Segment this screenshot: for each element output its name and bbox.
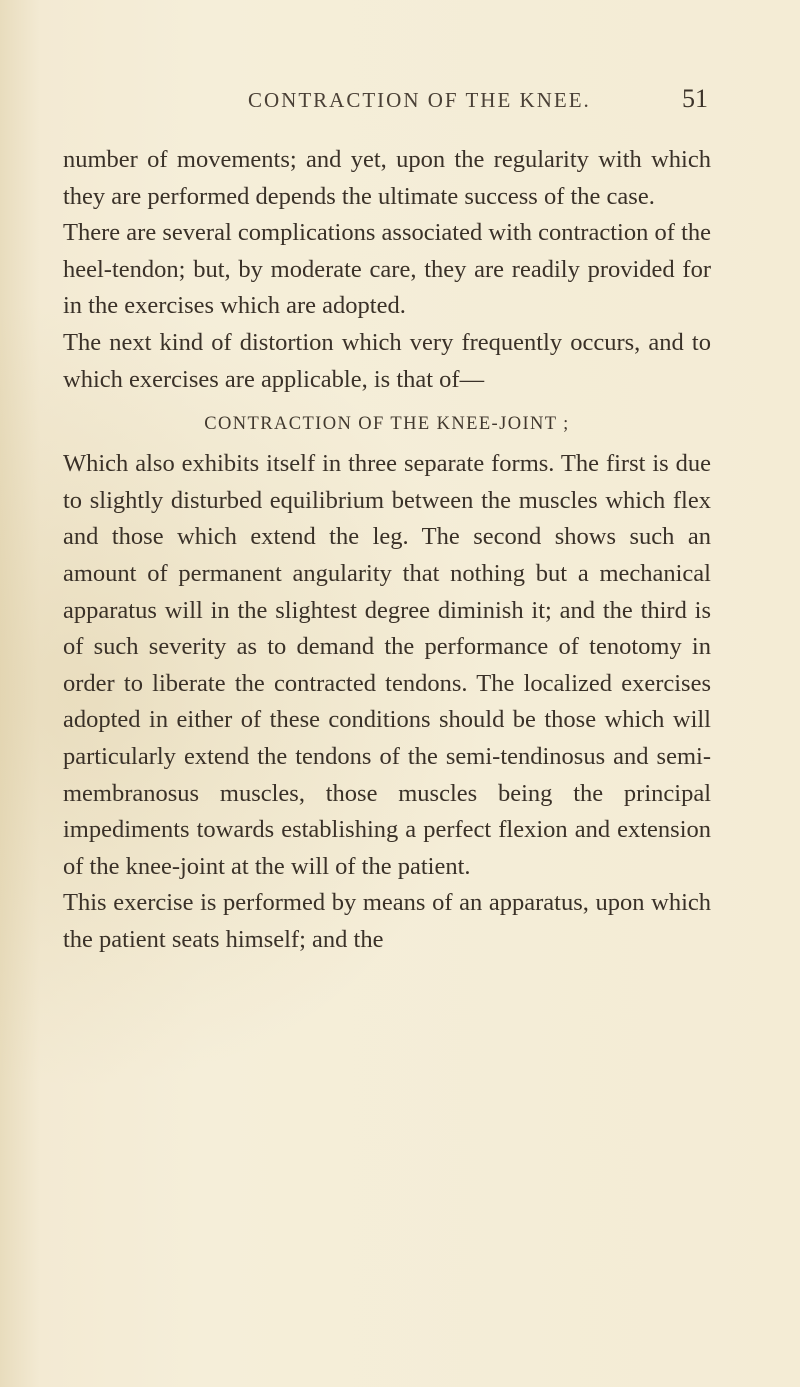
paragraph-3: The next kind of distortion which very frequently occurs, and to which exercises are applicable, is that of— [63,328,711,393]
paragraph-4: Which also exhibits itself in three separate forms. The first is due to slightly disturbed equilibrium between the muscles which flex and those which extend the leg. The second shows such an amount of permanent angularity that nothing but a mechanical apparatus will in the slightest degree diminish it; and the third is of such severity as to demand the performance of tenotomy in order to liberate the contracted tendons. The localized exercises adopted in either of these conditions should be those which will particularly extend the tendons of the semi-tendinosus and semi-membranosus muscles, those muscles being the principal impediments towards establishing a perfect flexion and extension of the knee-joint at the will of the patient. [63,450,711,880]
body-text [63,142,711,958]
paragraph-1: number of movements; and yet, upon the regularity with which they are performed depends the ultimate success of the case. [63,146,711,210]
section-heading: CONTRACTION OF THE KNEE-JOINT ; [204,414,570,435]
page-header [248,84,708,118]
paragraph-2: There are several complications associated with contraction of the heel-tendon; but, by moderate care, they are readily provided for in the exercises which are adopted. [63,219,711,320]
running-head: CONTRACTION OF THE KNEE. [248,88,591,112]
paragraph-5: This exercise is performed by means of an apparatus, upon which the patient seats himself; and the [63,889,711,953]
page-number: 51 [682,84,708,113]
